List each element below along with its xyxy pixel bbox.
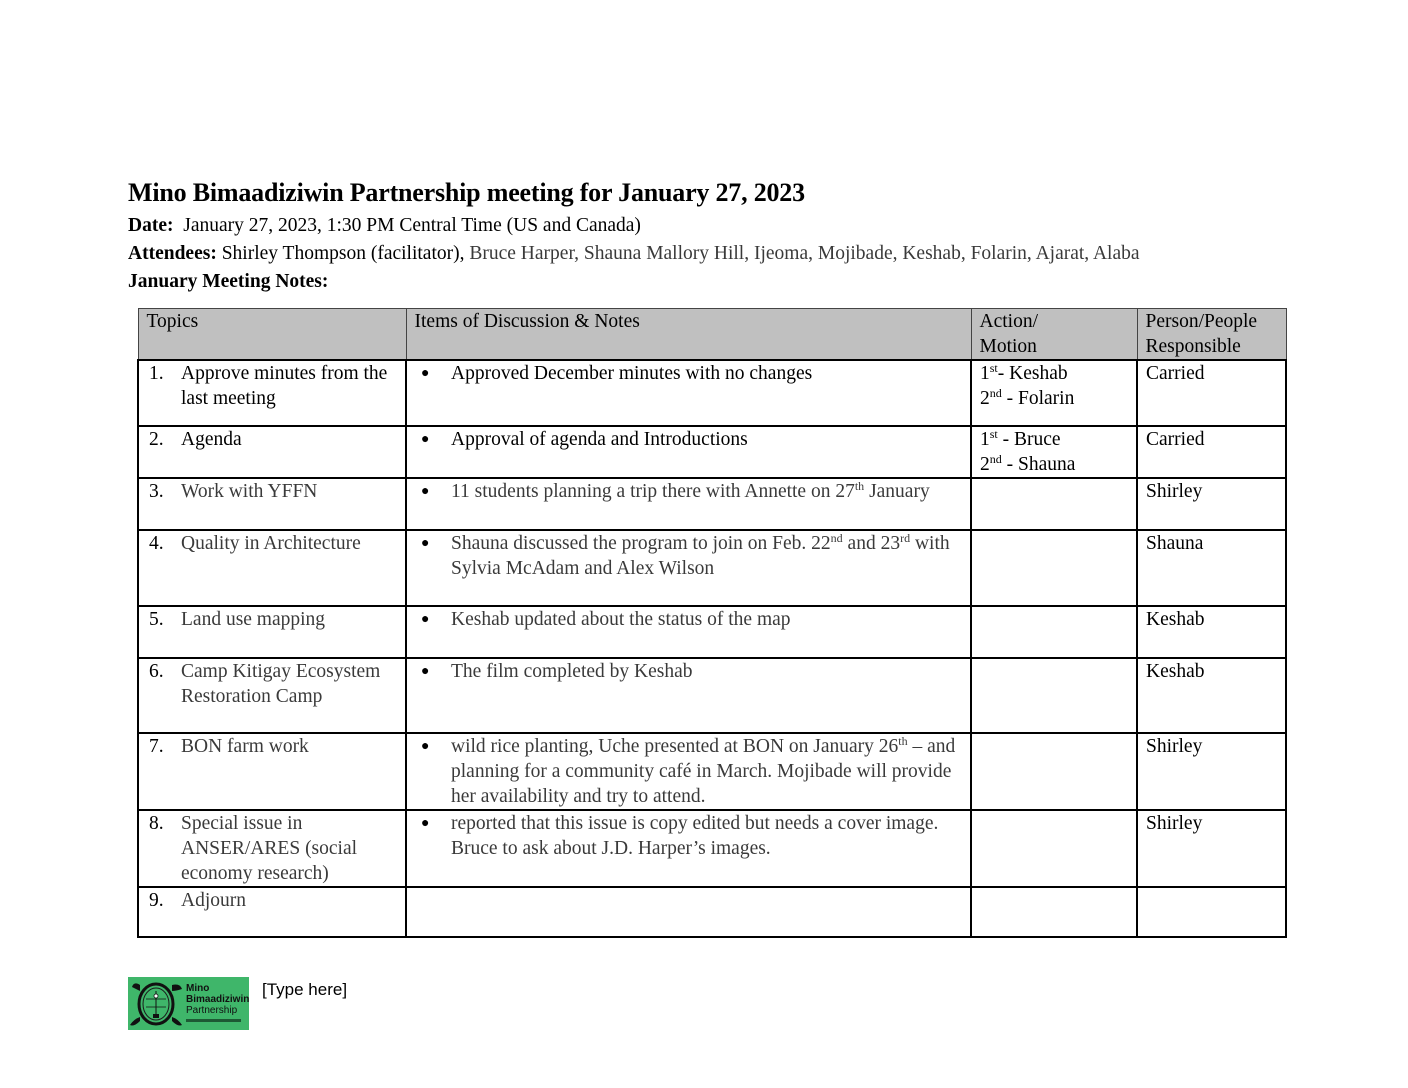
responsible-cell: Carried <box>1137 426 1286 478</box>
footer-placeholder[interactable]: [Type here] <box>262 980 348 999</box>
header-person-line1: Person/People <box>1145 311 1258 332</box>
notes-cell <box>406 733 971 810</box>
date-line <box>128 215 641 237</box>
partnership-logo <box>128 977 249 1030</box>
note-text: Approved December minutes with no changes <box>451 363 813 384</box>
notes-cell <box>406 478 971 530</box>
note-part: Shauna discussed the program to join on Feb. 22 <box>451 533 831 554</box>
motion-name: - Shauna <box>1001 454 1076 475</box>
responsible-cell: Carried <box>1137 360 1286 426</box>
topic-cell <box>138 360 406 426</box>
responsible-cell: Shauna <box>1137 530 1286 606</box>
motion-second <box>980 386 1128 411</box>
motion-cell <box>971 478 1137 530</box>
topic-text: Approve minutes from the last meeting <box>181 363 388 409</box>
bullet-icon: ● <box>421 739 430 754</box>
responsible-cell: Shirley <box>1137 810 1286 887</box>
table-row <box>138 478 1286 530</box>
topic-text: BON farm work <box>181 736 309 757</box>
note-part: and 23 <box>842 533 901 554</box>
table-row <box>138 887 1286 937</box>
topic-text: Special issue in ANSER/ARES (social economy research) <box>181 813 358 884</box>
topic-cell <box>138 658 406 733</box>
responsible-cell: Keshab <box>1137 606 1286 658</box>
motion-cell <box>971 530 1137 606</box>
motion-suffix: nd <box>989 452 1002 466</box>
notes-heading: January Meeting Notes: <box>128 271 329 292</box>
topic-number: 3. <box>149 481 164 502</box>
bullet-icon: ● <box>421 816 430 831</box>
note-text <box>451 479 930 504</box>
note-text: reported that this issue is copy edited but needs a cover image. Bruce to ask about J.D. Harper’s images. <box>451 813 939 859</box>
note-text: Keshab updated about the status of the map <box>451 609 791 630</box>
motion-cell <box>971 658 1137 733</box>
motion-ordinal: 1 <box>980 363 990 384</box>
motion-ordinal: 2 <box>980 388 990 409</box>
header-items: Items of Discussion & Notes <box>406 309 971 361</box>
motion-cell <box>971 733 1137 810</box>
note-part: with Sylvia McAdam and Alex Wilson <box>451 533 950 579</box>
topic-text: Camp Kitigay Ecosystem Restoration Camp <box>181 661 381 707</box>
topic-cell <box>138 810 406 887</box>
responsible-cell: Shirley <box>1137 478 1286 530</box>
bullet-icon: ● <box>421 484 430 499</box>
motion-cell <box>971 810 1137 887</box>
topic-number: 5. <box>149 609 164 630</box>
note-suffix: rd <box>900 531 911 545</box>
notes-cell <box>406 530 971 606</box>
table-row <box>138 606 1286 658</box>
logo-line-2: Bimaadiziwin <box>186 994 249 1005</box>
note-suffix: th <box>854 479 865 493</box>
table-row <box>138 658 1286 733</box>
topic-text: Agenda <box>181 429 242 450</box>
note-part: 11 students planning a trip there with Annette on 27 <box>451 481 855 502</box>
motion-suffix: nd <box>989 386 1002 400</box>
motion-name: - Bruce <box>997 429 1061 450</box>
note-suffix: th <box>898 734 908 748</box>
motion-cell <box>971 426 1137 478</box>
notes-cell <box>406 426 971 478</box>
motion-ordinal: 1 <box>980 429 990 450</box>
bullet-icon: ● <box>421 664 430 679</box>
motion-second <box>980 452 1128 477</box>
topic-number: 6. <box>149 661 164 682</box>
motion-first <box>980 427 1128 452</box>
header-action-line2: Motion <box>979 336 1037 357</box>
logo-line-3: Partnership <box>186 1005 238 1016</box>
bullet-icon: ● <box>421 432 430 447</box>
notes-cell <box>406 360 971 426</box>
topic-text: Quality in Architecture <box>181 533 361 554</box>
turtle-icon <box>128 977 188 1030</box>
responsible-cell: Shirley <box>1137 733 1286 810</box>
bullet-icon: ● <box>421 612 430 627</box>
logo-line-1: Mino <box>186 983 210 994</box>
header-topics: Topics <box>138 309 406 361</box>
responsible-cell: Keshab <box>1137 658 1286 733</box>
note-text <box>451 734 962 809</box>
notes-cell <box>406 606 971 658</box>
date-label: Date: <box>128 215 174 236</box>
topic-cell <box>138 426 406 478</box>
table-header-row <box>138 309 1286 361</box>
topic-number: 1. <box>149 363 164 384</box>
note-text <box>451 531 962 581</box>
header-person-line2: Responsible <box>1145 336 1241 357</box>
topic-cell <box>138 530 406 606</box>
notes-cell <box>406 887 971 937</box>
header-action-line1: Action/ <box>979 311 1038 332</box>
motion-suffix: st <box>989 361 998 375</box>
topic-number: 8. <box>149 813 164 834</box>
bullet-icon: ● <box>421 366 430 381</box>
attendees-list: Bruce Harper, Shauna Mallory Hill, Ijeoma, Mojibade, Keshab, Folarin, Ajarat, Alaba <box>469 243 1140 264</box>
minutes-table <box>137 308 1287 938</box>
header-action <box>971 309 1137 361</box>
logo-text <box>186 983 249 1016</box>
table-row <box>138 733 1286 810</box>
motion-cell <box>971 606 1137 658</box>
topic-text: Adjourn <box>181 890 246 911</box>
header-person <box>1137 309 1286 361</box>
note-part: wild rice planting, Uche presented at BON on January 26 <box>451 736 899 757</box>
document-title: Mino Bimaadiziwin Partnership meeting for January 27, 2023 <box>128 178 805 207</box>
topic-number: 4. <box>149 533 164 554</box>
attendees-facilitator: Shirley Thompson (facilitator), <box>221 243 465 264</box>
motion-suffix: st <box>989 427 998 441</box>
topic-number: 9. <box>149 890 164 911</box>
note-text: Approval of agenda and Introductions <box>451 429 748 450</box>
table-row <box>138 360 1286 426</box>
attendees-line <box>128 243 1140 265</box>
bullet-icon: ● <box>421 536 430 551</box>
topic-text: Land use mapping <box>181 609 326 630</box>
table-row <box>138 426 1286 478</box>
motion-cell <box>971 887 1137 937</box>
motion-ordinal: 2 <box>980 454 990 475</box>
motion-first <box>980 361 1128 386</box>
notes-cell <box>406 658 971 733</box>
table-row <box>138 810 1286 887</box>
note-text: The film completed by Keshab <box>451 661 693 682</box>
note-part: – and planning for a community café in March. Mojibade will provide her availability and try to attend. <box>451 736 956 807</box>
note-suffix: nd <box>830 531 843 545</box>
note-part: January <box>864 481 930 502</box>
motion-name: - Folarin <box>1001 388 1075 409</box>
topic-cell <box>138 478 406 530</box>
date-value: January 27, 2023, 1:30 PM Central Time (US and Canada) <box>183 215 641 236</box>
logo-tagline-bar <box>186 1019 241 1022</box>
motion-cell <box>971 360 1137 426</box>
topic-text: Work with YFFN <box>181 481 318 502</box>
topic-cell <box>138 733 406 810</box>
notes-cell <box>406 810 971 887</box>
responsible-cell <box>1137 887 1286 937</box>
topic-cell <box>138 606 406 658</box>
topic-cell <box>138 887 406 937</box>
motion-name: - Keshab <box>997 363 1068 384</box>
topic-number: 7. <box>149 736 164 757</box>
attendees-label: Attendees: <box>128 243 217 264</box>
topic-number: 2. <box>149 429 164 450</box>
table-row <box>138 530 1286 606</box>
